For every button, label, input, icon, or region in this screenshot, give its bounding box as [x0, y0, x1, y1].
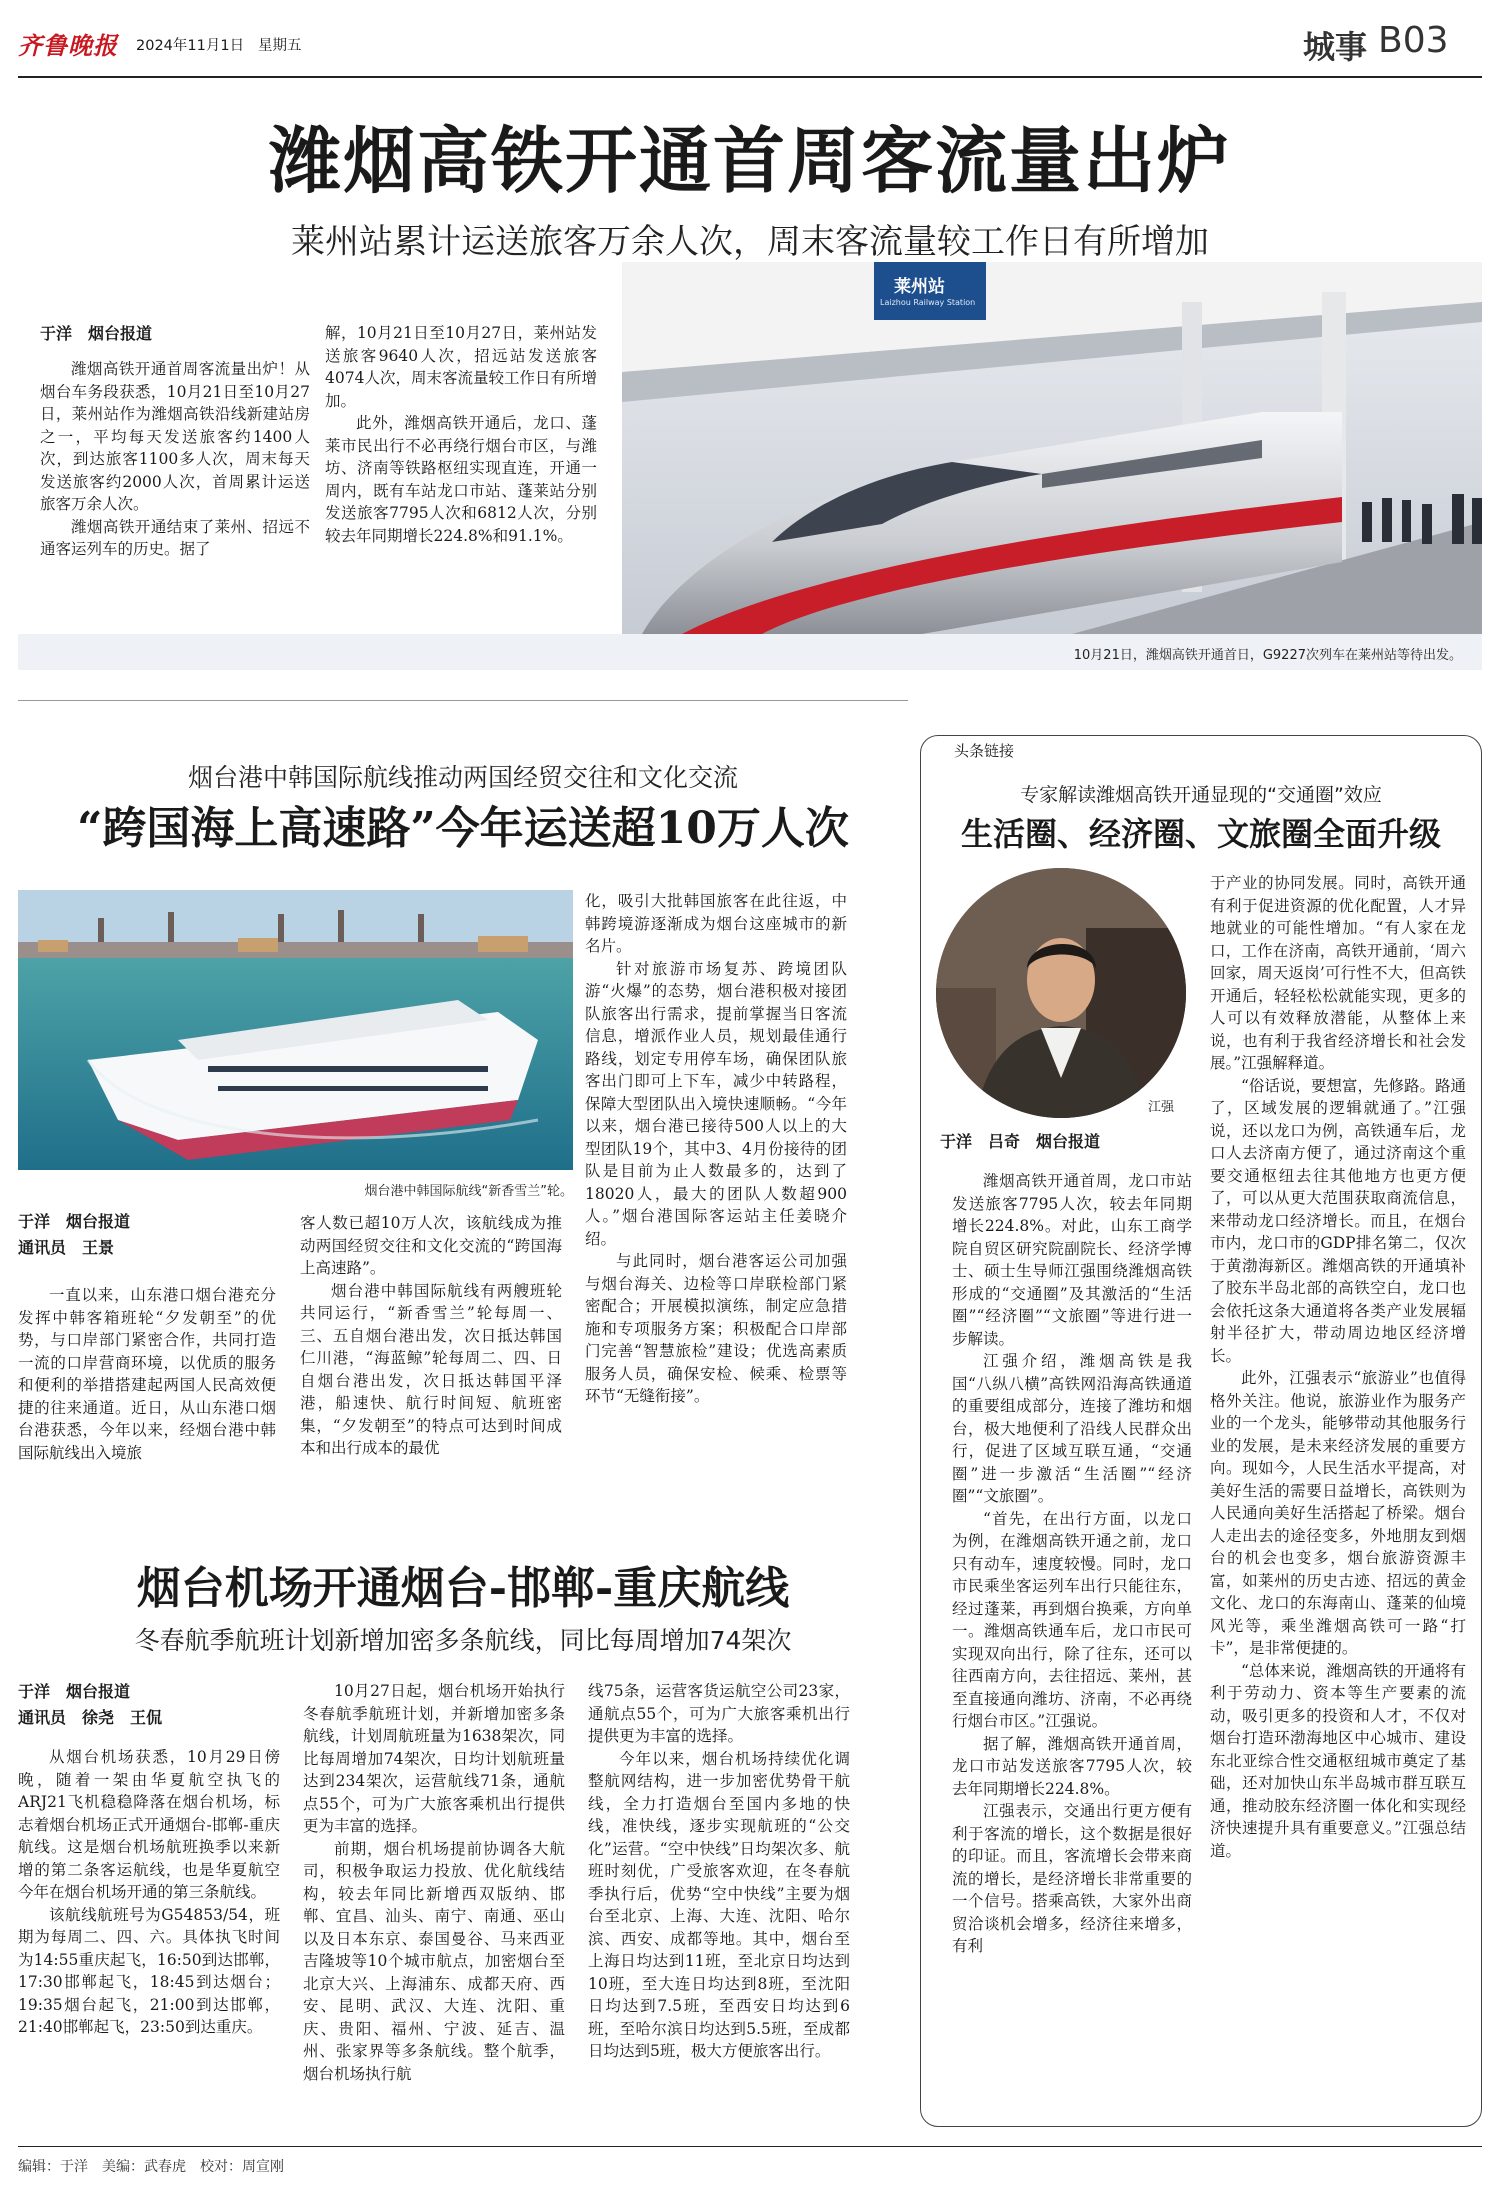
paragraph: 此外，潍烟高铁开通后，龙口、蓬莱市民出行不必再绕行烟台市区，与潍坊、济南等铁路枢纽实现直连，开通一周内，既有车站龙口市站、蓬莱站分别发送旅客7795人次和6812人次，分别较去年同期增长224.8%和91.1%。	[325, 414, 597, 545]
paper-logo: 齐鲁晚报	[18, 31, 118, 60]
story2-photo-caption: 烟台港中韩国际航线“新香雪兰”轮。	[364, 1184, 573, 1199]
story3-byline1: 于洋 烟台报道	[18, 1682, 131, 1701]
story3-col3	[588, 1680, 850, 2124]
sidebar-col-right	[1210, 872, 1466, 2110]
paragraph: “总体来说，潍烟高铁的开通将有利于劳动力、资本等生产要素的流动，吸引更多的投资和人才，不仅对烟台打造环渤海地区中心城市、建设东北亚综合性交通枢纽城市奠定了基础，还对加快山东半岛城市群互联互通，推动胶东经济圈一体化和实现经济快速提升具有重要意义。”江强总结道。	[1210, 1661, 1466, 1860]
paragraph: 针对旅游市场复苏、跨境团队游“火爆”的态势，烟台港积极对接团队旅客出行需求，提前掌握当日客流信息，增派作业人员，规划最佳通行路线，划定专用停车场，确保团队旅客出门即可上下车，减少中转路程，保障大型团队出入境快速顺畅。“今年以来，烟台港已接待500人以上的大型团队19个，其中3、4月份接待的团队是目前为止人数最多的，达到了18020人，最大的团队人数超900人。”烟台港国际客运站主任姜晓介绍。	[585, 959, 847, 1248]
train-illustration	[622, 262, 1482, 634]
paragraph: 一直以来，山东港口烟台港充分发挥中韩客箱班轮“夕发朝至”的优势，与口岸部门紧密合作，共同打造一流的口岸营商环境，以优质的服务和便利的举措搭建起两国人民高效便捷的往来通道。近日，从山东港口烟台港获悉，今年以来，经烟台港中韩国际航线出入境旅	[18, 1286, 276, 1462]
story1-byline: 于洋 烟台报道	[40, 324, 153, 343]
story2-col3	[585, 890, 847, 1484]
paragraph: 客人数已超10万人次，该航线成为推动两国经贸交往和文化交流的“跨国海上高速路”。	[300, 1214, 562, 1277]
paragraph: “俗话说，要想富，先修路。路通了，区域发展的逻辑就通了。”江强说，还以龙口为例，高铁通车后，龙口人去济南方便了，通过济南这个重要交通枢纽去往其他地方也更方便了，可以从更大范围获取商流信息，来带动龙口经济增长。而且，在烟台市内，龙口市的GDP排名第二，仅次于黄渤海新区。潍烟高铁的开通填补了胶东半岛北部的高铁空白，龙口也会依托这条大通道将各类产业发展辐射半径扩大，带动周边地区经济增长。	[1210, 1076, 1466, 1365]
paragraph: 从烟台机场获悉，10月29日傍晚，随着一架由华夏航空执飞的ARJ21飞机稳稳降落在烟台机场，标志着烟台机场正式开通烟台-邯郸-重庆航线。这是烟台机场航班换季以来新增的第二条客运航线，也是华夏航空今年在烟台机场开通的第三条航线。	[18, 1748, 280, 1901]
page-number: B03	[1378, 20, 1449, 61]
story2-byline1: 于洋 烟台报道	[18, 1212, 131, 1231]
story3-byline2: 通讯员 徐尧 王侃	[18, 1708, 163, 1727]
story3-col1	[18, 1746, 280, 2124]
paragraph: 江强介绍，潍烟高铁是我国“八纵八横”高铁网沿海高铁通道的重要组成部分，连接了潍坊和烟台，极大地便利了沿线人民群众出行，促进了区域互联互通，“交通圈”进一步激活“生活圈”“经济圈”“文旅圈”。	[952, 1352, 1192, 1505]
paragraph: 烟台港中韩国际航线有两艘班轮共同运行，“新香雪兰”轮每周一、三、五自烟台港出发，次日抵达韩国仁川港，“海蓝鲸”轮每周二、四、日自烟台港出发，次日抵达韩国平泽港，船速快、航行时间短、航班密集，“夕发朝至”的特点可达到时间成本和出行成本的最优	[300, 1281, 562, 1457]
paragraph: 此外，江强表示“旅游业”也值得格外关注。他说，旅游业作为服务产业的一个龙头，能够带动其他服务行业的发展，是未来经济发展的重要方向。现如今，人民生活水平提高，对美好生活的需要日益增长，高铁则为人民通向美好生活搭起了桥梁。烟台人走出去的途径变多，外地朋友到烟台的机会也变多，烟台旅游资源丰富，如莱州的历史古迹、招远的黄金文化、龙口的东海南山、蓬莱的仙境风光等，乘坐潍烟高铁可一路“打卡”，是非常便捷的。	[1210, 1369, 1466, 1657]
story3-subhead: 冬春航季航班计划新增加密多条航线，同比每周增加74架次	[134, 1626, 792, 1655]
paragraph: 与此同时，烟台港客运公司加强与烟台海关、边检等口岸联检部门紧密配合；开展模拟演练，制定应急措施和专项服务方案；积极配合口岸部门完善“智慧旅检”建设；优选高素质服务人员，确保安检、候乘、检票等环节“无缝衔接”。	[585, 1252, 847, 1405]
story2-col1	[18, 1284, 276, 1484]
ship-illustration	[18, 890, 573, 1170]
story3-col2	[303, 1680, 565, 2124]
story2-byline2: 通讯员 王景	[18, 1238, 115, 1257]
paragraph: 潍烟高铁开通结束了莱州、招远不通客运列车的历史。据了	[40, 517, 310, 558]
sidebar-kicker: 专家解读潍烟高铁开通显现的“交通圈”效应	[1020, 784, 1382, 806]
paragraph: 今年以来，烟台机场持续优化调整航网结构，进一步加密优势骨干航线，全力打造烟台至国内多地的快线，准快线，逐步实现航班的“公交化”运营。“空中快线”日均架次多、航班时刻优，广受旅客欢迎，在冬春航季执行后，优势“空中快线”主要为烟台至北京、上海、大连、沈阳、哈尔滨、西安、成都等地。其中，烟台至上海日均达到11班，至北京日均达到10班，至大连日均达到8班，至沈阳日均达到7.5班，至西安日均达到6班，至哈尔滨日均达到5.5班，至成都日均达到5班，极大方便旅客出行。	[588, 1749, 850, 2060]
paragraph: 解，10月21日至10月27日，莱州站发送旅客9640人次，招远站发送旅客4074人次，周末客流量较工作日有所增加。	[325, 324, 597, 410]
paragraph: 化，吸引大批韩国旅客在此往返，中韩跨境游逐渐成为烟台这座城市的新名片。	[585, 892, 847, 955]
ship-photo	[18, 890, 573, 1170]
story2-col2	[300, 1212, 562, 1484]
story1-subhead: 莱州站累计运送旅客万余人次，周末客流量较工作日有所增加	[291, 222, 1209, 262]
story3-headline: 烟台机场开通烟台-邯郸-重庆航线	[136, 1563, 790, 1614]
issue-date: 2024年11月1日	[136, 38, 245, 54]
sidebar-byline: 于洋 吕奇 烟台报道	[940, 1132, 1101, 1151]
story2-headline: “跨国海上高速路”今年运送超10万人次	[77, 803, 849, 854]
divider	[18, 700, 908, 701]
sidebar-tag: 头条链接	[946, 740, 1022, 761]
paragraph: 该航线航班号为G54853/54，班期为每周二、四、六。具体执飞时间为14:55重庆起飞，16:50到达邯郸，17:30邯郸起飞，18:45到达烟台；19:35烟台起飞，21:00到达邯郸，21:40邯郸起飞，23:50到达重庆。	[18, 1905, 280, 2036]
paragraph: 江强表示，交通出行更方便有利于客流的增长，这个数据是很好的印证。而且，客流增长会带来商流的增长，是经济增长非常重要的一个信号。搭乘高铁，大家外出商贸洽谈机会增多，经济往来增多，有利	[952, 1802, 1192, 1955]
station-sign-text: 莱州站	[894, 277, 945, 297]
footer-credits: 编辑：于洋 美编：武春虎 校对：周宣刚	[18, 2159, 284, 2175]
paragraph: 前期，烟台机场提前协调各大航司，积极争取运力投放、优化航线结构，较去年同比新增西双版纳、邯郸、宜昌、汕头、南宁、南通、巫山以及日本东京、泰国曼谷、马来西亚吉隆坡等10个城市航点，加密烟台至北京大兴、上海浦东、成都天府、西安、昆明、武汉、大连、沈阳、重庆、贵阳、福州、宁波、延吉、温州、张家界等多条航线。整个航季，烟台机场执行航	[303, 1839, 565, 2083]
paragraph: 潍烟高铁开通首周客流量出炉！从烟台车务段获悉，10月21日至10月27日，莱州站作为潍烟高铁沿线新建站房之一，平均每天发送旅客约1400人次，到达旅客1100多人次，周末每天发送旅客约2000人次，首周累计运送旅客万余人次。	[40, 360, 310, 513]
paragraph: 于产业的协同发展。同时，高铁开通有利于促进资源的优化配置，人才异地就业的可能性增加。“有人家在龙口，工作在济南，高铁开通前，‘周六回家，周天返岗’可行性不大，但高铁开通后，轻轻松松就能实现，更多的人可以有效释放潜能，从整体上来说，也有利于我省经济增长和社会发展。”江强解释道。	[1210, 874, 1466, 1072]
story2-kicker: 烟台港中韩国际航线推动两国经贸交往和文化交流	[187, 763, 738, 792]
footer-rule	[18, 2146, 1482, 2147]
sidebar-col-left	[952, 1170, 1192, 2110]
masthead-rule	[18, 76, 1482, 78]
portrait-illustration	[936, 868, 1186, 1118]
sidebar-headline: 生活圈、经济圈、文旅圈全面升级	[960, 815, 1441, 853]
paragraph: 潍烟高铁开通首周，龙口市站发送旅客7795人次，较去年同期增长224.8%。对此，山东工商学院自贸区研究院副院长、经济学博士、硕士生导师江强围绕潍烟高铁形成的“交通圈”及其激活的“生活圈”“经济圈”“文旅圈”等进行进一步解读。	[952, 1172, 1192, 1348]
story1-photo-caption: 10月21日，潍烟高铁开通首日，G9227次列车在莱州站等待出发。	[1073, 648, 1462, 663]
paragraph: 10月27日起，烟台机场开始执行冬春航季航班计划，并新增加密多条航线，计划周航班量为1638架次，同比每周增加74架次，日均计划航班量达到234架次，运营航线71条，通航点55个，可为广大旅客乘机出行提供更为丰富的选择。	[303, 1682, 565, 1835]
masthead	[18, 22, 1482, 72]
story1-headline: 潍烟高铁开通首周客流量出炉	[268, 118, 1231, 203]
paragraph: “首先，在出行方面，以龙口为例，在潍烟高铁开通之前，龙口只有动车，速度较慢。同时，龙口市民乘坐客运列车出行只能往东，经过蓬莱，再到烟台换乘，方向单一。潍烟高铁通车后，龙口市民可实现双向出行，除了往东，还可以往西南方向，去往招远、莱州，甚至直接通向潍坊、济南，不必再绕行烟台市区。”江强说。	[952, 1509, 1192, 1730]
section-name: 城事	[1303, 28, 1368, 66]
portrait-label: 江强	[1148, 1100, 1175, 1115]
story1-col2	[325, 322, 597, 612]
story1-col1	[40, 358, 310, 610]
paragraph: 线75条，运营客货运航空公司23家，通航点55个，可为广大旅客乘机出行提供更为丰富的选择。	[588, 1682, 850, 1745]
paragraph: 据了解，潍烟高铁开通首周，龙口市站发送旅客7795人次，较去年同期增长224.8%。	[952, 1734, 1192, 1798]
station-sign-english: Laizhou Railway Station	[880, 298, 976, 307]
train-photo	[622, 262, 1482, 634]
issue-weekday: 星期五	[258, 38, 302, 54]
expert-portrait	[936, 868, 1186, 1118]
